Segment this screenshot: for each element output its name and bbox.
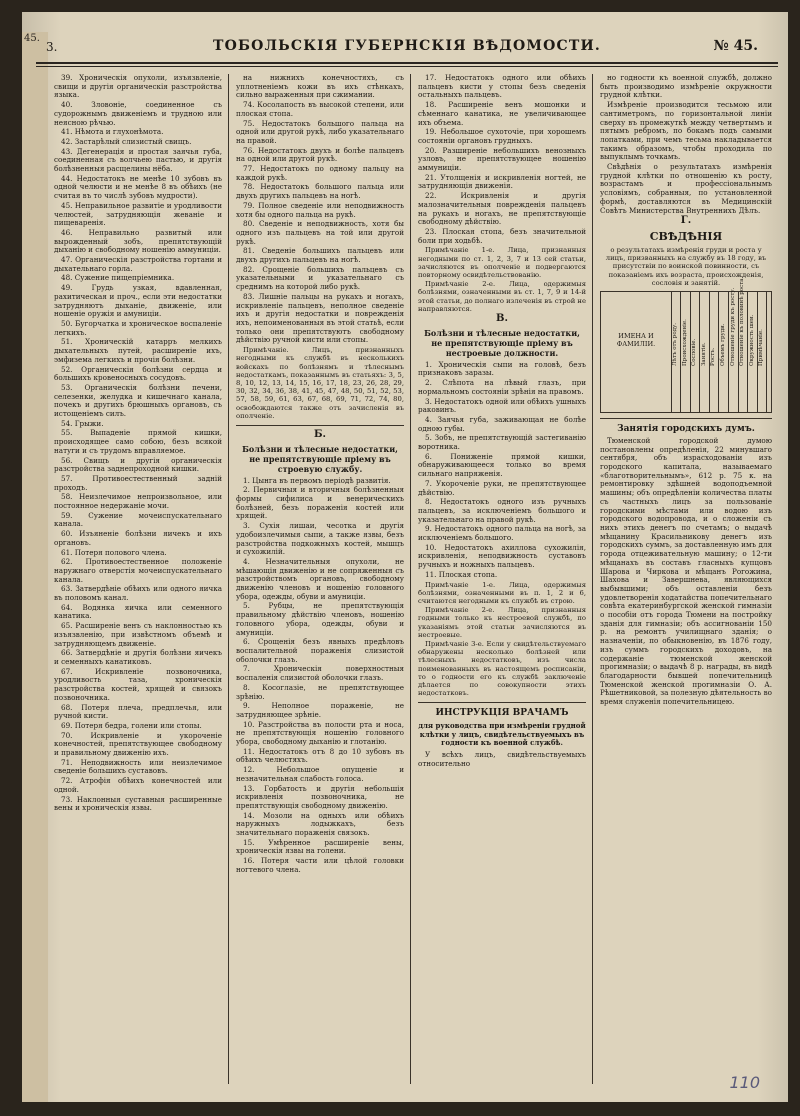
paragraph: 7. Укороченіе руки, не препятствующее дѣйствію. [418,478,586,497]
paragraph: 74. Косолапость въ высокой степени, или плоская стопа. [236,100,404,118]
table-column [671,292,681,412]
paragraph: 67. Искривленіе позвоночника, уродливость таза, хроническія разстройства костей, хрящей и связокъ позвоночника. [54,666,222,702]
table-column-label: Лѣтъ отъ роду. [672,322,678,366]
col3-paragraphs [418,74,586,245]
paragraph: 80. Сведеніе и неподвижность, хотя бы одного изъ пальцевъ на той или другой рукѣ. [236,219,404,246]
paragraph: 52. Органическія болѣзни сердца и большихъ кровеносныхъ сосудовъ. [54,364,222,383]
section-v-heading: Болѣзни и тѣлесные недостатки, не препятствующіе пріему въ нестроевые должности. [424,327,580,358]
masthead [36,26,778,66]
paragraph: 43. Дегенерація и простая заячья губа, соединенная съ волчьею пастью, и другія болѣзненныя расщелины нёба. [54,146,222,174]
column-4 [600,74,772,1084]
paragraph: 50. Бугорчатка и хроническое воспаленіе легкихъ. [54,318,222,337]
col2-divider [236,425,404,426]
table-column [748,292,758,412]
paragraph: 53. Органическія болѣзни печени, селезенки, желудка и кишечнаго канала, почекъ и другихъ брюшныхъ органовъ, съ истощеніемъ силъ. [54,382,222,419]
svedenia-subtitle: о результатахъ измѣренія груди и роста у лицъ, призванныхъ на службу въ 18 году, въ присутствіи по воинской повинности, съ показаніемъ ихъ возраста, происхожденія, сословія и занятій. [605,245,767,287]
measurement-table [600,276,772,413]
paragraph: 17. Недостатокъ одного или обѣихъ пальцевъ кисти у стопы безъ сведенія остальныхъ пальцевъ. [418,74,586,100]
paragraph: 62. Противоестественное положеніе наружнаго отверстія мочеиспускательнаго канала. [54,557,222,584]
paragraph: 45. Неправильное развитіе и уродливости челюстей, затрудняющія жеваніе и пищеваренія. [54,200,222,228]
paragraph: 79. Полное сведеніе или неподвижность хотя бы одного пальца на рукѣ. [236,200,404,219]
column-1 [54,74,222,1084]
col1-paragraphs [54,74,222,813]
paragraph: 54. Грыжи. [61,418,104,428]
column-separator-2 [410,74,411,1084]
paragraph: 55. Выпаденіе прямой кишки, происходящее само собою, безъ всякой натуги и съ трудомъ вправляемое. [54,428,222,455]
masthead-rule [36,62,778,64]
masthead-rule-thin [36,66,778,67]
paragraph: 81. Сведеніе большихъ пальцевъ или двухъ другихъ пальцевъ на ногѣ. [236,246,404,265]
table-column-label: Объемъ груди. [720,323,726,366]
paragraph: 9. Недостатокъ одного пальца на ногѣ, за исключеніемъ большого. [418,524,586,543]
column-separator-3 [592,74,593,1084]
section-letter-g: Г. [680,215,692,227]
svedenia-heading: СВѢДѢНІЯ [649,229,723,243]
table-column-label: Отношеніе къ половинѣ роста. [739,276,746,366]
table-column-label: Окружность шеи. [748,314,755,366]
paragraph: 68. Потеря плеча, предплечья, или ручной кисти. [54,702,222,721]
table-column-label: Занятіе. [700,342,707,366]
paragraph: 1. Цынга въ первомъ періодѣ развитія. [243,475,391,485]
col2-note: Примѣчаніе. Лицъ, признанныхъ негодными къ службѣ въ несколькихъ войскахъ по болѣзнямъ и тѣлеснымъ недостаткамъ, показаннымъ въ статьяхъ: 3, 5, 8, 10, 12, 13, 14, 15, 16, 17, 18, 23, 26, 28, 29, 30, 32, 34, 36, 38, 41, 45, 47, 48, 50, 51, 52, 53, 57, 58, 59, 61, 63, 67, 68, 69, 71, 72, 74, 80, освобождаются также отъ зачисленія въ ополченіе. [236,346,404,420]
table-column-label: Примѣчаніе. [758,329,765,366]
table-names-label: ИМЕНА И ФАМИЛІИ. [616,331,656,348]
paragraph: 83. Лишніе пальцы на рукахъ и ногахъ, искривленіе пальцевъ, неполное сведеніе ихъ и другія недостатки и поврежденія ихъ, непоименованныя въ этой статьѣ, если только они препятствуютъ свободному дѣйствію ручной кисти или стопы. [236,291,404,345]
col2-paragraphs [236,74,404,345]
paragraph: 64. Водянка яичка или семенного канатика. [54,602,222,621]
paragraph: 69. Потеря бедра, голени или стопы. [61,720,202,730]
issue-number: № 45. [713,38,758,54]
paragraph: 41. Нѣмота и глухонѣмота. [61,127,164,137]
paragraph: 8. Недостатокъ одного изъ ручныхъ пальцевъ, за исключеніемъ большого и указательнаго на правой рукѣ. [418,497,586,524]
paragraph: 82. Срощеніе большихъ пальцевъ съ указательными и указательнаго съ среднимъ на которой либо рукѣ. [236,264,404,292]
col3-divider [418,702,586,703]
paragraph: 44. Недостатокъ не менѣе 10 зубовъ въ одной челюсти и не менѣе 8 въ обѣихъ (не считая въ то числѣ зубовъ мудрости). [54,173,222,201]
paragraph: но годности къ военной службѣ, должно быть производимо измѣреніе окружности грудной клѣтки. [600,74,772,100]
paragraph: 63. Затвердѣніе обѣихъ или одного яичка въ половомъ канал. [54,584,222,603]
paragraph: 6. Пониженіе прямой кишки, обнаруживающееся только во время сильнаго напряженія. [418,451,586,479]
paragraph: 66. Затвердѣніе и другія болѣзни яичекъ и семенныхъ канатиковъ. [54,648,222,666]
col4-paragraphs [600,74,772,215]
table-row-header [601,292,672,412]
paragraph: 2. Слѣпота на лѣвый глазъ, при нормальномъ состояніи зрѣнія на правомъ. [418,378,586,396]
paragraph: 7. Хроническія поверхностныя воспаленія слизистой оболочки глазъ. [236,664,404,683]
col3-note-1: Примѣчаніе 1-е. Лица, признанныя негодными по ст. 1, 2, 3, 7 и 13 сей статьи, зачисляются въ ополченіе и подвергаются повторному освидѣтельствованію. [418,246,586,279]
instruction-heading: ИНСТРУКЦІЯ ВРАЧАМЪ [435,708,569,719]
paragraph: 10. Недостатокъ ахиллова сухожилія, искривленія, неподвижность суставовъ ручныхъ и ножныхъ пальцевъ. [418,542,586,570]
handwritten-folio-number: 110 [729,1073,760,1092]
col3-note-5: Примѣчаніе 3-е. Если у свидѣтельствуемаго обнаружены несколько болѣзней или тѣлесныхъ недостатковъ, изъ числа поименованныхъ въ настоящемъ росписаніи, то о годности его къ службѣ заключеніе дѣлается по совокупности этихъ недостатковъ. [418,639,586,698]
paragraph: 40. Зловоніе, соединенное съ судорожнымъ движеніемъ и трудною или неясною рѣчью. [54,100,222,127]
paragraph: 70. Искривленіе и укороченіе конечностей, препятствующее свободному и правильному движенію ихъ. [54,730,222,758]
paragraph: 71. Неподвижность или неизлечимое сведеніе большихъ суставовъ. [54,757,222,776]
paragraph: 3. Недостатокъ одной или обѣихъ ушныхъ раковинъ. [418,396,586,415]
paragraph: 11. Недостатокъ отъ 8 до 10 зубовъ въ обѣихъ челюстяхъ. [236,746,404,765]
table-column-label: Ростъ. [710,347,717,366]
paragraph: 51. Хроническій катарръ мелкихъ дыхательныхъ путей, расширеніе ихъ, эмфизема легкихъ и прочія болѣзни. [54,337,222,364]
column-separator-1 [228,74,229,1084]
newspaper-page [22,12,788,1102]
table-column [681,292,691,412]
paragraph: 14. Мозоли на одныхъ или обѣихъ наружныхъ лодыжкахъ, безъ значительнаго пораженія связокъ. [236,810,404,838]
paragraph: 5. Зобъ, не препятствующій застегиванію воротника. [418,433,586,452]
instruction-subheading: для руководства при измѣреніи грудной клѣтки у лицъ, свидѣтельствуемыхъ въ годности къ военной службѣ. [418,721,586,748]
paragraph: Тюменской городской думою постановлены опредѣленія, 22 минувшаго сентября, объ израсходованіи изъ городского капитала, называемаго «благотворительнымъ», 612 р. 75 к. на ремонтировку здѣшней водоподъемной машины; объ опредѣленіи количества платы съ частныхъ лицъ за пользованіе городскими мѣстами или водою изъ городского водопровода, и о сложеніи съ нихъ этихъ денегъ по счетамъ; о выдачѣ мѣщанину Красильникову денегъ изъ городскихъ суммъ, за доставленную имъ для города отцеживательную машину; о 12-ти мѣщанахъ въ составъ гласныхъ купцовъ Шарова и Чиркова и мѣщанъ Рогожина, Шахова и Завершнева, являющихся выбывшими; объ оставленіи безъ удовлетворенія ходатайства попечительнаго совѣта екатеринбургской женской гимназіи о пособіи отъ города Тюмени на постройку зданія для гимназіи; объ ассигнованіи 150 р. на ремонтъ училищнаго зданія; о назначеніи, по обыкновенію, въ 1876 году, изъ суммъ городскихъ доходовъ, на содержаніе тюменской женской прогимназіи; о выдачѣ 8 р. награды, въ видѣ благодарности бывшей попечительницѣ Тюменской женской прогимназіи О. А. Рѣшетниковой, за полезную дѣятельность во время служенія попечительницею. [600,435,772,707]
paragraph: 49. Грудь узкая, вдавленная, рахитическая и проч., если эти недостатки затрудняютъ дыханіе, движеніе, или ношеніе оружія и амуниціи. [54,283,222,319]
paragraph: 20. Разширеніе небольшихъ венозныхъ узловъ, не препятствующее ношенію аммуниціи. [418,145,586,173]
instruction-first-line: У всѣхъ лицъ, свидѣтельствуемыхъ относительно [418,749,586,768]
paragraph: 5. Рубцы, не препятствующія правильному дѣйствію членовъ, ношенію головного убора, одежды, обуви и амуниціи. [236,601,404,637]
paragraph: на нижнихъ конечностяхъ, съ уплотненіемъ кожи въ ихъ стѣнкахъ, сильно выраженныя при сжимании. [236,74,404,100]
previous-page-issue-fragment: 45. [24,33,40,44]
paragraph: 60. Изъяненіе болѣзни яичекъ и ихъ органовъ. [54,529,222,547]
col3-note-3: Примѣчаніе 1-е. Лица, одержимыя болѣзнями, означенными въ п. 1, 2 и 6, считаются негодными къ службѣ въ строю. [418,580,586,605]
section-letter-v: В. [496,312,508,324]
paragraph: 75. Недостатокъ большого пальца на одной или другой рукѣ, либо указательнаго на правой. [236,118,404,145]
paragraph: 57. Противоестественный задній проходъ. [54,473,222,492]
paragraph: 73. Наклонныя суставныя расширенные вены и хроническія язвы. [54,794,222,813]
table-column-label: Происхожденіе. [681,319,688,366]
table-column [700,292,710,412]
duma-heading: Занятія городскихъ думъ. [617,423,755,434]
paragraph: 56. Свищъ и другія органическія разстройства заднепроходной кишки. [54,455,222,474]
previous-page-edge [22,32,48,1102]
table-column [709,292,719,412]
newspaper-title: ТОБОЛЬСКІЯ ГУБЕРНСКІЯ ВѢДОМОСТИ. [213,38,601,54]
paragraph: 61. Потеря полового члена. [61,547,167,557]
paragraph: 23. Плоская стопа, безъ значительной боли при ходьбѣ. [418,226,586,245]
paragraph: 72. Атрофія обѣихъ конечностей или одной. [54,776,222,794]
paragraph: 12. Небольшое опущеніе и незначительная слабость голоса. [236,765,404,783]
paragraph: 15. Умѣренное расширеніе вены, хроническія язвы на голени. [236,837,404,856]
paragraph: 11. Плоская стопа. [425,569,498,579]
table-column [690,292,700,412]
table-column-label: Отношеніе груди къ росту. [729,287,736,366]
section-letter-b: Б. [313,428,327,440]
paragraph: 6. Срощенія безъ явныхъ предѣловъ воспалительной пораженія слизистой оболочки глазъ. [236,637,404,664]
table-column [738,276,748,412]
col2-paragraphs-b [236,477,404,875]
paragraph: 16. Потеря части или цѣлой головки ногтевого члена. [236,856,404,874]
paragraph: 76. Недостатокъ двухъ и болѣе пальцевъ на одной или другой рукѣ. [236,145,404,164]
paragraph: 1. Хроническія сыпи на головѣ, безъ признаковъ заразы. [418,359,586,378]
paragraph: 65. Расширеніе венъ съ наклонностью къ изъязвленію, при извѣстномъ объемѣ и затрудняющемъ движеніе. [54,621,222,648]
column-2 [236,74,404,1084]
paragraph: 18. Расширеніе венъ мошонки и сѣменнаго канатика, не увеличивающее ихъ объема. [418,100,586,127]
col3-note-2: Примѣчаніе 2-е. Лица, одержимыя болѣзнями, означенными въ ст. 1, 7, 9 и 14-й этой статьи, до полнаго излеченія въ строй не направляются. [418,280,586,313]
paragraph: Свѣдѣнія о результатахъ измѣренія грудной клѣтки по отношенію къ росту, возрастамъ и профессіональнымъ условіямъ, собранныя, по установленной формѣ, доставляются въ Медицинскій Совѣтъ Министерства Внутреннихъ Дѣлъ. [600,162,772,215]
table-column [719,292,729,412]
paragraph: 59. Сужение мочеиспускательнаго канала. [54,510,222,529]
paragraph: 47. Органическія разстройства гортани и дыхательнаго горла. [54,255,222,273]
col3-paragraphs-v [418,361,586,580]
paragraph: 77. Недостатокъ по одному пальцу на каждой рукѣ. [236,164,404,182]
paragraph: Измѣреніе производится тесьмою или сантиметромъ, по горизонтальной линіи сверху въ промежуткѣ между четвертымъ и пятымъ ребромъ, по бокамъ подъ самыми лопатками, при чемъ тесьма накладывается такимъ образомъ, чтобы проходила по выпуклымъ точкамъ. [600,100,772,162]
paragraph: 9. Неполное пораженіе, не затрудняющее зрѣніе. [236,701,404,719]
paragraph: 21. Утолщенія и искривленія ногтей, не затрудняющія движенія. [418,172,586,191]
paragraph: 4. Незначительныя опухоли, не мѣшающія движенію и не сопряженныя съ разстройствомъ органовъ, свободному движенію членовъ и ношенію головного убора, одежды, обуви и амуниціи. [236,556,404,601]
paragraph: 13. Горбатость и другія небольшія искривленія позвоночника, не препятствующія свободному движенію. [236,783,404,810]
paragraph: 48. Сужение пищепріемника. [61,273,175,283]
paragraph: 2. Первичныя и вторичныя болѣзненныя формы сифилиса и венерическихъ болѣзней, безъ пораженія костей или хрящей. [236,485,404,521]
column-3 [418,74,586,1084]
table-column [729,287,739,412]
section-b-heading: Болѣзни и тѣлесные недостатки, не препятствующіе пріему въ строевую службу. [242,443,398,474]
paragraph: 46. Неправильно развитый или вырожденный зобъ, препятствующій дыханію и свободному ношенію аммуниціи. [54,227,222,255]
page-number: 3. [46,40,58,54]
paragraph: 4. Заячья губа, заживающая не болѣе одною губы. [418,414,586,433]
col4-divider [600,418,772,419]
table-column [757,292,767,412]
duma-paragraphs [600,437,772,707]
paragraph: 39. Хроническія опухоли, изъязвленіе, свищи и другія органическія разстройства языка. [54,74,222,100]
paragraph: 78. Недостатокъ большого пальца или двухъ другихъ пальцевъ на ногѣ. [236,182,404,201]
paragraph: 10. Разстройства въ полости рта и носа, не препятствующія ношенію головного убора, свободному дыханію и глотанію. [236,719,404,747]
col3-note-4: Примѣчаніе 2-е. Лица, признанныя годными только къ нестроевой службѣ, по указаніямъ этой статьи зачисляются въ нестроевые. [418,606,586,639]
paragraph: 58. Неизлечимое непроизвольное, или постоянное недержаніе мочи. [54,492,222,511]
paragraph: 3. Сухія лишаи, чесотка и другія удобоизлечимыя сыпи, а также язвы, безъ разстройства подкожныхъ костей, мышцъ и сухожилій. [236,521,404,557]
paragraph: 8. Косоглазіе, не препятствующее зрѣнію. [236,682,404,701]
table-column-label: Сословіе. [691,338,698,366]
paragraph: 22. Искривленія и другія малозначительныя поврежденія пальцевъ на рукахъ и ногахъ, не препятствующіе свободному дѣйствію. [418,191,586,227]
paragraph: 19. Небольшое сухоточіе, при хорошемъ состояніи органовъ грудныхъ. [418,127,586,145]
paragraph: 42. Застарѣлый слизистый свищъ. [61,136,192,146]
